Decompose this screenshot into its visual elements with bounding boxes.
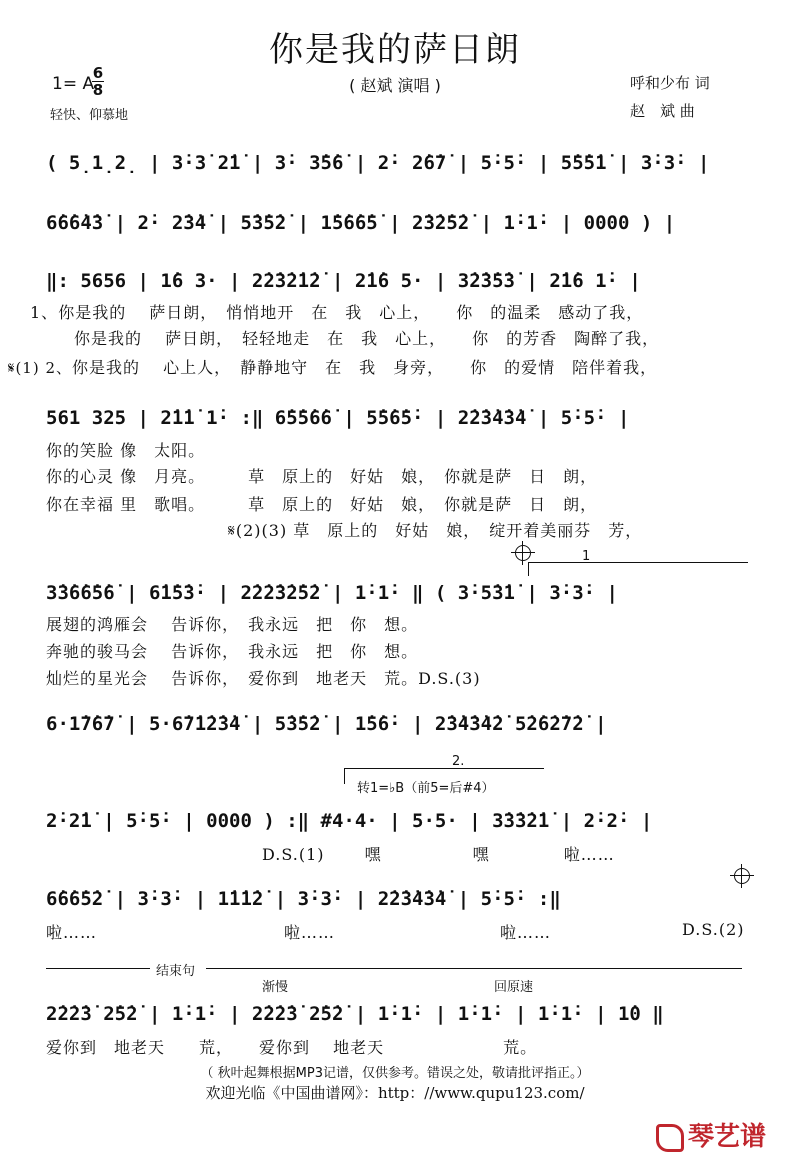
key-signature: 1= A (52, 74, 95, 94)
segno-1-marker: 𝄋(1) 2、 (8, 359, 73, 377)
lyric-line-9: 爱你到 地老天 荒， 爱你到 地老天 荒。 (46, 1038, 538, 1057)
score-line-7: 2̇·2̇1̇ | 5̇·5̇· | 0000 ) :‖ #4·4· | 5·5· | 3̇3̇3̇2̇1̇ | 2̇·2̇· | (46, 810, 653, 832)
a-tempo-marking: 回原速 (494, 980, 534, 995)
lyric-line-5b: 奔驰的骏马会 告诉你， 我永远 把 你 想。 (46, 642, 419, 661)
lyric-line-4d: 𝄋(2)(3) 草 原上的 好姑 娘， 绽开着美丽芬 芳， (228, 521, 643, 540)
lyric-verse-1a: 1、你是我的 萨日朗， 悄悄地开 在 我 心上， 你 的温柔 感动了我， (30, 303, 644, 322)
score-line-5: 3̇3̇6̇6̇5̇6̇ | 6̇1̇5̇3̇· | 2̇2̇2̇3̇2̇5̇2̇ | 1̇·1̇· ‖ ( 3̇·5̇3̇1̇ | 3̇·3̇· | (46, 582, 618, 604)
lyricist-credit: 呼和少布 词 (630, 74, 710, 92)
lyric-line-4c: 你在幸福 里 歌唱。 草 原上的 好姑 娘， 你就是萨 日 朗， (46, 495, 598, 514)
meter-denominator: 8 (92, 81, 104, 99)
ending-label: 结束句 (156, 964, 196, 979)
site-logo: 琴艺谱 (656, 1116, 766, 1153)
score-line-8: 6̇6̇6̇5̇2̇ | 3̇·3̇· | 1̇1̇1̇2̇ | 3̇·3̇· | 2̇2̇3̇4̇3̇4̇ | 5̇·5̇· :‖ (46, 888, 561, 910)
lyric-line-7: D.S.(1) 嘿 嘿 啦…… (262, 845, 615, 864)
lyric-line-4a: 你的笑脸 像 太阳。 (46, 441, 206, 460)
tempo-marking: 轻快、仰慕地 (50, 108, 129, 123)
score-line-6: 6·1̇7̇6̇7̇ | 5·6̇7̇1̇2̇3̇4̇ | 5̇3̇5̇2̇ | 1̇5̇6̇· | 2̇3̇4̇3̇4̇2̇ 5̇2̇6̇2̇7̇2̇ | (46, 713, 607, 735)
lyric-verse-1b: 你是我的 萨日朗， 轻轻地走 在 我 心上， 你 的芳香 陶醉了我， (74, 329, 660, 348)
lyric-verse-2: 𝄋(1) 2、你是我的 心上人， 静静地守 在 我 身旁， 你 的爱情 陪伴着我， (8, 358, 658, 377)
lyric-line-4b: 你的心灵 像 月亮。 草 原上的 好姑 娘， 你就是萨 日 朗， (46, 467, 598, 486)
logo-mark-icon (656, 1124, 684, 1152)
time-signature (92, 66, 104, 97)
composer-credit: 赵 斌 曲 (630, 102, 695, 120)
volta-number-2: 2. (452, 754, 465, 769)
coda-icon (515, 545, 531, 561)
coda-icon (734, 868, 750, 884)
meter-numerator: 6 (92, 64, 104, 82)
modulation-marking: 转1=♭B（前5=后#4） (357, 781, 495, 796)
volta-number-1: 1 (582, 549, 591, 564)
song-title: 你是我的萨日朗 (269, 30, 521, 70)
score-line-3: ‖: 5656 | 1̇6 3· | 2̇2̇3̇2̇1̇2̇ | 2̇1̇6 5· | 3̇2̇3̇5̇3̇ | 2̇1̇6 1̇· | (46, 270, 641, 292)
verse-number: 1、 (30, 303, 59, 322)
lyric-line-5c: 灿烂的星光会 告诉你， 爱你到 地老天 荒。D.S.(3) (46, 669, 481, 688)
volta-bracket-2 (344, 768, 544, 769)
score-line-4: 561 325 | 2̇1̇1̇ 1̇· :‖ 6̇5̇5̇6̇6̇ | 5̇5̇6̇5̇· | 2̇2̇3̇4̇3̇4̇ | 5̇·5̇· | (46, 407, 630, 429)
transcriber-note: （ 秋叶起舞根据MP3记谱，仅供参考。错误之处，敬请批评指正。） (200, 1066, 590, 1081)
performer-subtitle: ( 赵斌 演唱 ) (349, 76, 441, 95)
ritardando-marking: 渐慢 (262, 980, 289, 995)
score-line-1: ( 5̣1̣2̣ | 3̇·3̇ 2̇1̇ | 3̇· 3̇5̇6̇ | 2̇· 2̇6̇7̇ | 5̇·5̇· | 5̇5̇5̇1̇ | 3̇·3̇· | (46, 152, 710, 174)
ds-2-marker: D.S.(2) (682, 920, 745, 939)
score-line-2: 6̇6̇6̇4̇3̇ | 2̇· 2̇3̇4̇ | 5̇3̇5̇2̇ | 1̇5̇6̇6̇5̇ | 2̇3̇2̇5̇2̇ | 1̇·1̇· | 0000 ) | (46, 212, 676, 234)
volta-bracket-1 (528, 562, 748, 563)
lyric-line-8-b: 啦…… (284, 923, 336, 942)
score-line-9: 2̇2̇2̇3̇ 2̇5̇2̇ | 1̇·1̇· | 2̇2̇2̇3̇ 2̇5̇2̇ | 1̇·1̇· | 1̇·1̇· | 1̇·1̇· | 1̇0 ‖ (46, 1003, 664, 1025)
site-welcome: 欢迎光临《中国曲谱网》：http：//www.qupu123.com/ (205, 1084, 585, 1102)
lyric-line-8-c: 啦…… (500, 923, 552, 942)
lyric-line-5a: 展翅的鸿雁会 告诉你， 我永远 把 你 想。 (46, 615, 419, 634)
lyric-line-8-a: 啦…… (46, 923, 98, 942)
